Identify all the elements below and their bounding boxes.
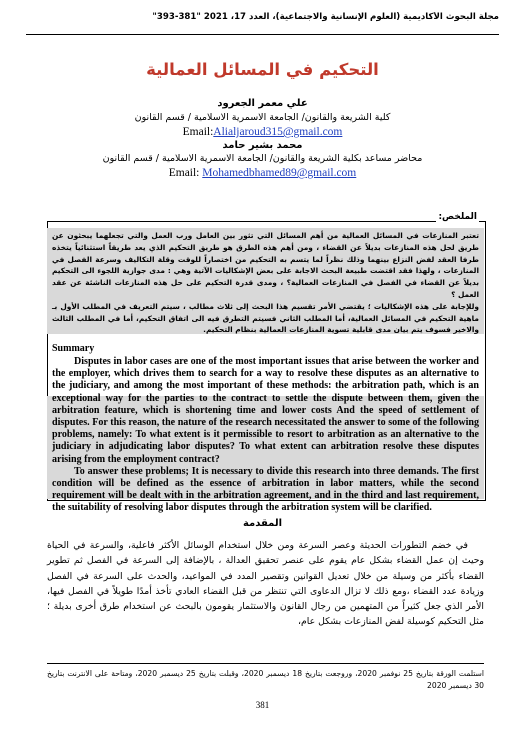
summary-heading: Summary — [52, 343, 95, 354]
introduction-body — [47, 538, 484, 630]
footnote: استلمت الورقة بتاريخ 25 نوفمبر 2020، وروجعت بتاريخ 18 ديسمبر 2020، وقبلت بتاريخ 25 ديسمبر 2020، ومتاحة على الانترنت بتاريخ 30 ديسمبر 2020 — [47, 669, 485, 690]
abstract-ar-paragraph: تعتبر المنازعات في المسائل العمالية من أهم المسائل التي تثور بين العامل ورب العمل والتي تجعلهما يبحثون عن طريق لحل هذه المنازعات بديلاً عن القضاء ، ومن أهم هذه الطرق هو طريق التحكيم الذي يعد طريقاً استثنائياً يتخذه طرفا العقد لفض النزاع بينهما وذلك نظراً لما يتسم به التحكيم من اختصاراً للوقت وقلة التكاليف وسرعة الفصل في المنازعات ، ولهذا فقد اقتضت طبيعة البحث الاجابة على بعض الإشكاليات الآتية وهي : مدى جوازية اللجوء الى التحكيم بديلاً عن القضاء في الفصل في المنازعات العمالية؟ ، ومدى قدرة التحكيم على حل هذه المنازعات الناشئة عن عقد العمل ؟ — [52, 231, 479, 299]
author-email-2 — [0, 167, 525, 179]
summary-en — [52, 356, 479, 515]
email-label: Email: — [182, 126, 214, 138]
abstract-ar-paragraph: وللإجابة على هذه الإشكاليات ؛ يقتضي الأمر تقسيم هذا البحث إلى ثلاث مطالب ، سيتم التعريف في المطلب الأول بـ ماهية التحكيم في المسائل العمالية، أما المطلب الثاني فسيتم التطرق فيه الى اتفاق التحكيم، أما في المطلب الثالث والاخير فسوف يتم بيان مدى قابلية تسوية المنازعات العمالية بنظام التحكيم. — [52, 301, 479, 335]
footnote-divider — [47, 663, 484, 664]
paper-title: التحكيم في المسائل العمالية — [146, 60, 379, 79]
email-link-2[interactable]: Mohamedbhamed89@gmail.com — [202, 167, 357, 179]
author-name-1: علي معمر الجعرود — [217, 98, 308, 109]
header-divider — [26, 34, 499, 35]
introduction-heading: المقدمة — [242, 518, 283, 529]
summary-paragraph: To answer these problems; It is necessary to divide this research into three demands. The first condition will be defined as the essence of arbitration in labor matters, while the second requirement will be dealt with in the arbitration agreement, and in the third and last requirement, the suitability of resolving labor disputes through the arbitration system will be clarified. — [52, 465, 479, 514]
journal-header: مجلة البحوث الأكاديمية (العلوم الإنسانية والاجتماعية)، العدد 17، 2021 "381-393" — [152, 12, 499, 22]
email-link-1[interactable]: Alialjaroud315@gmail.com — [213, 126, 343, 138]
author-name-2: محمد بشير حامد — [222, 140, 303, 151]
summary-paragraph: Disputes in labor cases are one of the most important issues that arise between the worker and the employer, which drives them to search for a way to resolve these disputes as an alternative to the judiciary, and among the most important of these methods: the arbitration path, which is an exceptional way for the parties to the contract to settle the dispute between them, given the arbitration feature, which is shortening time and lower costs And the speed of settlement of disputes. For this reason, the nature of the research necessitated the answer to some of the following problems, namely: To what extent is it permissible to resort to arbitration as an alternative to the judiciary in adjudicating labor disputes? To what extent can arbitration resolve these disputes arising from the employment contract? — [52, 356, 479, 465]
author-affiliation-2: محاضر مساعد بكلية الشريعة والقانون/ الجامعة الاسمرية الاسلامية / قسم القانون — [102, 153, 423, 164]
abstract-ar-heading: الملخص: — [438, 212, 477, 222]
author-email-1 — [0, 126, 525, 138]
introduction-paragraph: في خضم التطورات الحديثة وعصر السرعة ومن خلال استخدام الوسائل الأكثر فاعلية، والسرعة في الحياة وحيث إن عمل القضاء بشكل عام يقوم على عنصر تحقيق العدالة ، بالإضافة إلى السرعة في الفصل ثم تطوير القضاء بأكثر من وسيلة من خلال تعديل القوانين وتقصير المدد في المواعيد، والحدث على السرعة في الفصل وزيادة عدد القضاء ،ومع ذلك لا تزال الدعاوى التي تنتظر من قبل القضاء العادي تأخذ أمدًا طويلاً في الفصل فيها، الأمر الذي جعل كثيراً من المتهمين من رجال القانون والاستثمار يقومون بالبحث عن استخدام طرق أخرى بديلة ؛ مثل التحكيم كوسيلة لفض المنازعات بشكل عام، — [47, 540, 484, 628]
author-affiliation-1: كلية الشريعة والقانون/ الجامعة الاسمرية الاسلامية / قسم القانون — [134, 112, 391, 123]
page-number: 381 — [255, 700, 270, 710]
email-label: Email: — [168, 167, 203, 179]
abstract-ar — [52, 230, 479, 336]
